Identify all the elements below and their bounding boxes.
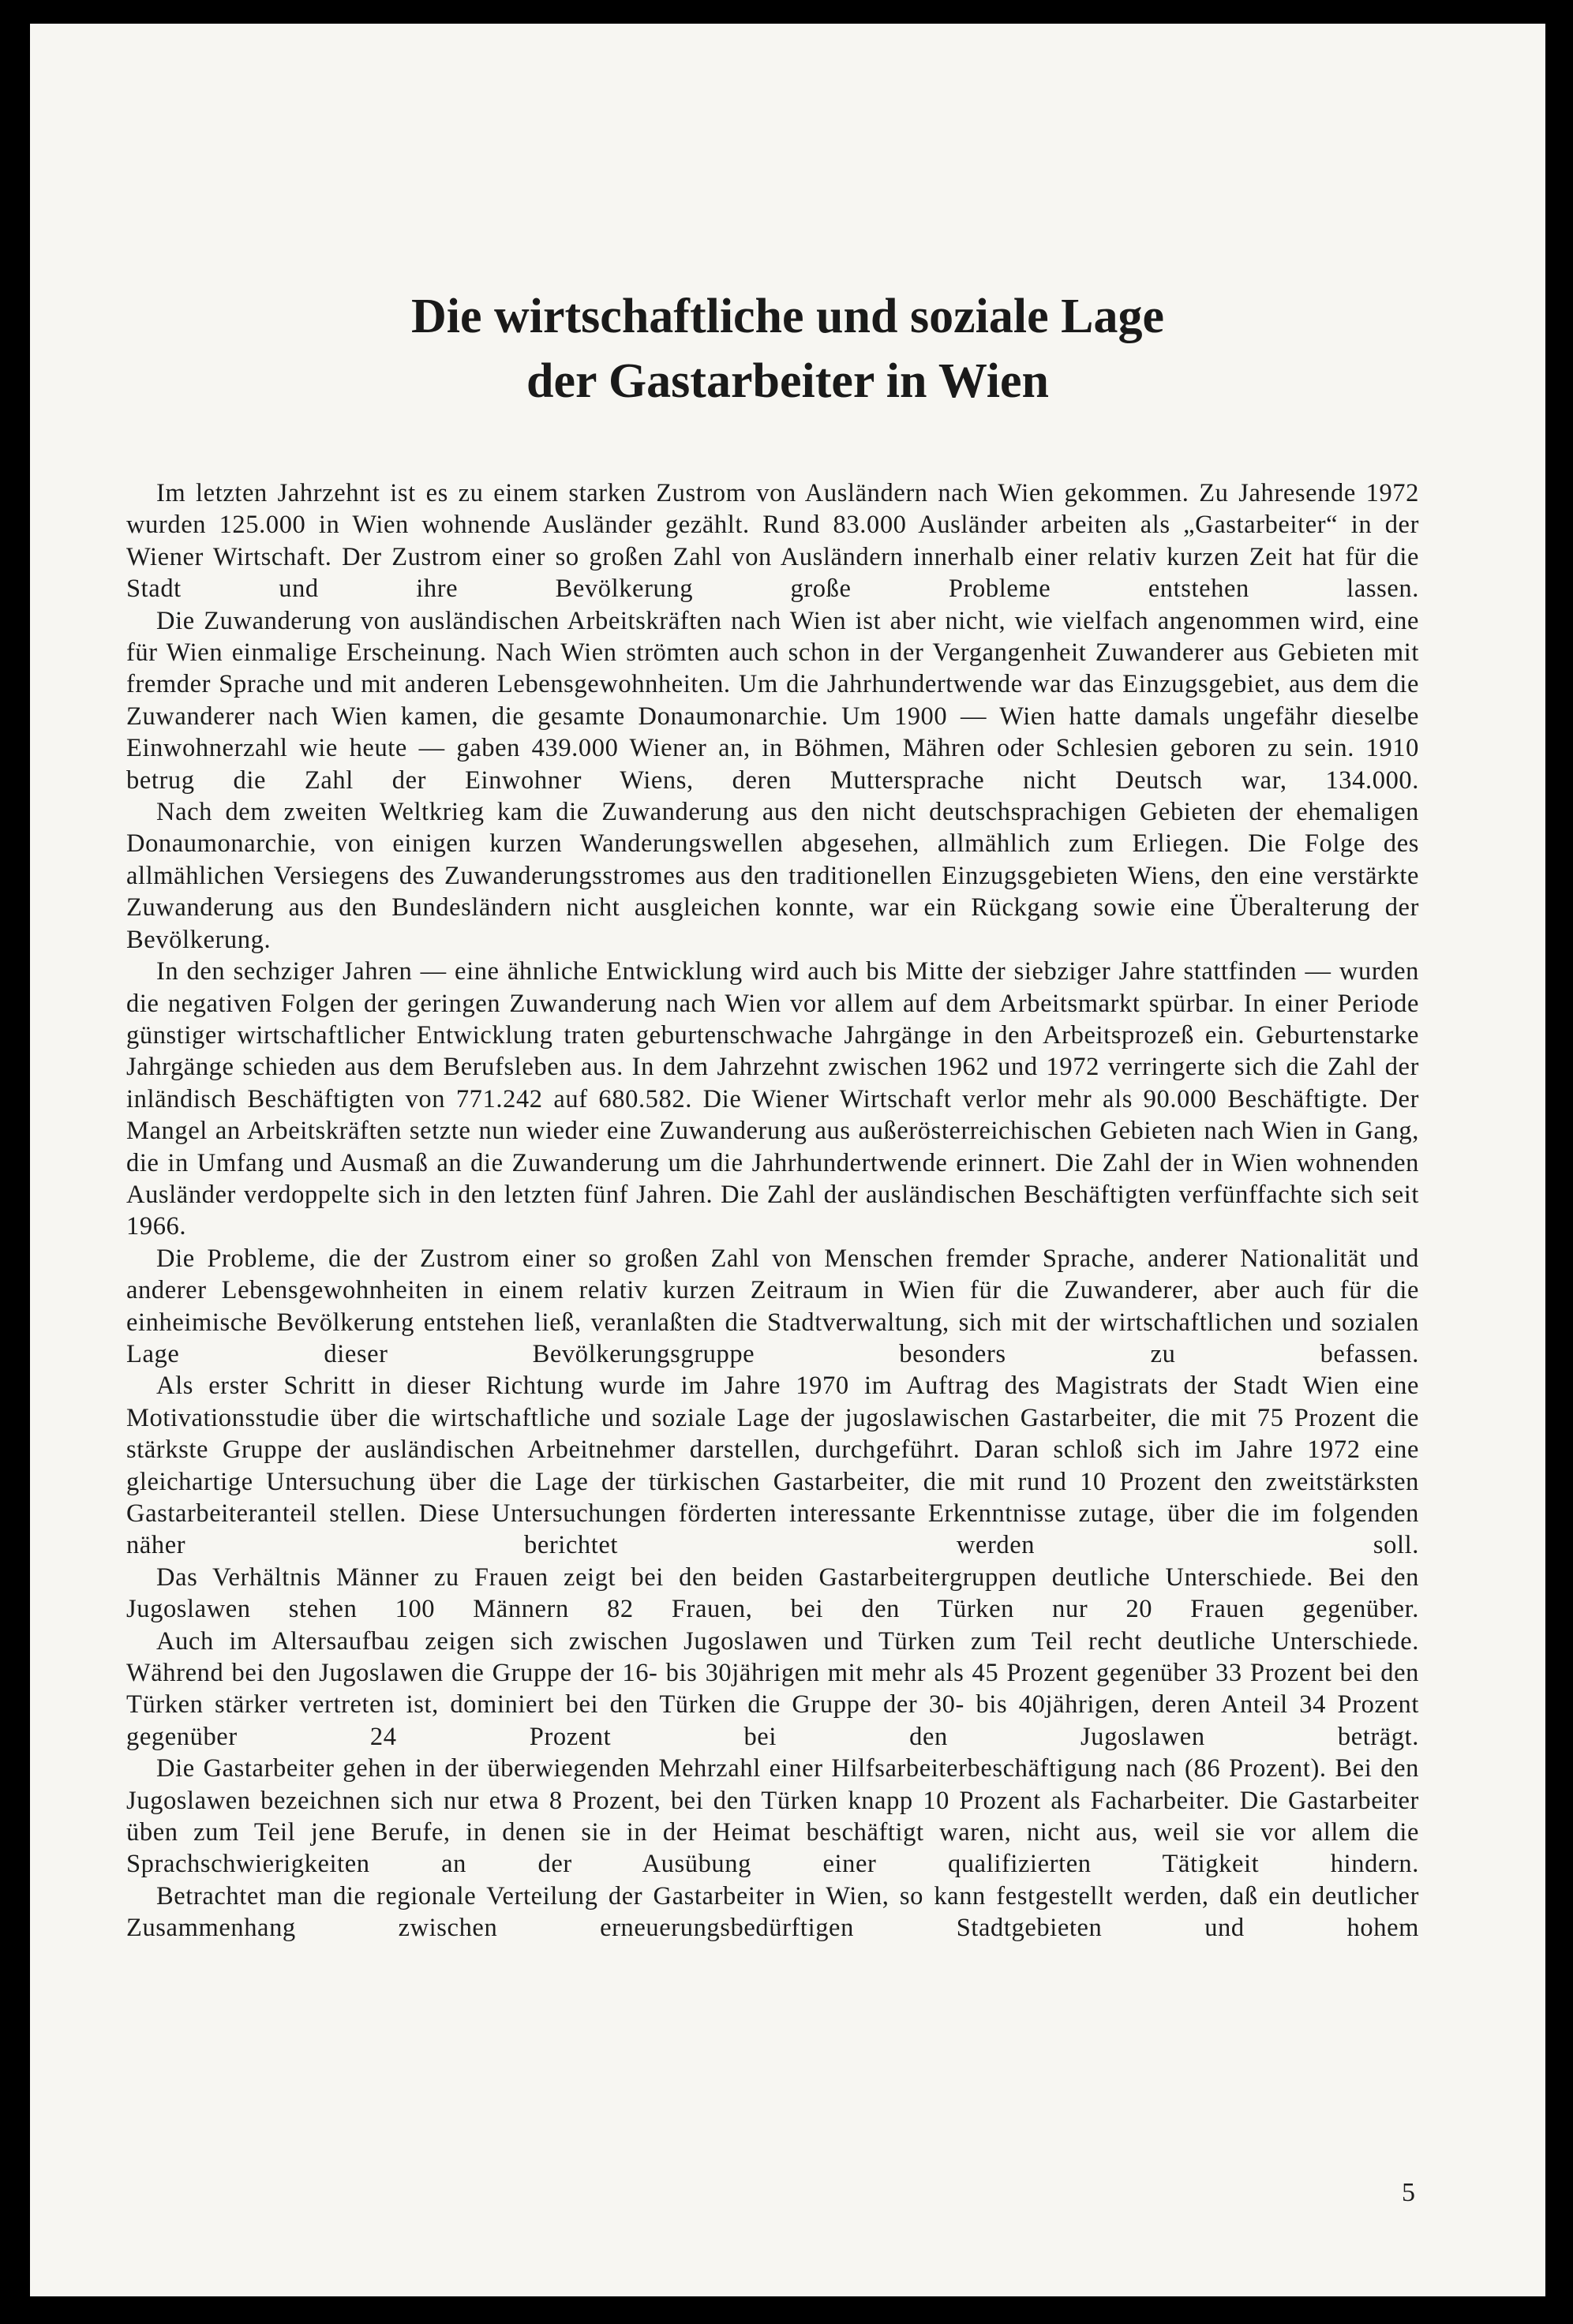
article-title <box>30 284 1545 414</box>
paragraph-6: Als erster Schritt in dieser Richtung wurde im Jahre 1970 im Auftrag des Magistrats der Stadt Wien eine Motivationsstudie über die wirtschaftliche und soziale Lage der jugoslawischen Gastarbeiter, die mit 75 Prozent die stärkste Gruppe der ausländischen Arbeitnehmer darstellen, durchgeführt. Daran schloß sich im Jahre 1972 eine gleichartige Untersuchung über die Lage der türkischen Gastarbeiter, die mit rund 10 Prozent den zweitstärksten Gastarbeiteranteil stellen. Diese Untersuchungen förderten interessante Erkenntnisse zutage, über die im folgenden näher berichtet werden soll. <box>126 1372 1419 1560</box>
document-page <box>30 24 1545 2296</box>
title-line-2: der Gastarbeiter in Wien <box>526 354 1049 408</box>
page-number: 5 <box>1402 2178 1415 2207</box>
paragraph-1: Im letzten Jahrzehnt ist es zu einem starken Zustrom von Ausländern nach Wien gekommen. Zu Jahresende 1972 wurden 125.000 in Wien wohnende Ausländer gezählt. Rund 83.000 Ausländer arbeiten als „Gastarbeiter“ in der Wiener Wirtschaft. Der Zustrom einer so großen Zahl von Ausländern innerhalb einer relativ kurzen Zeit hat für die Stadt und ihre Bevölkerung große Probleme entstehen lassen. <box>126 479 1419 604</box>
paragraph-5: Die Probleme, die der Zustrom einer so großen Zahl von Menschen fremder Sprache, anderer Nationalität und anderer Lebensgewohnheiten in einem relativ kurzen Zeitraum in Wien für die Zuwanderer, aber auch für die einheimische Bevölkerung entstehen ließ, veranlaßten die Stadtverwaltung, sich mit der wirtschaftlichen und sozialen Lage dieser Bevölkerungsgruppe besonders zu befassen. <box>126 1244 1419 1368</box>
paragraph-4: In den sechziger Jahren — eine ähnliche Entwicklung wird auch bis Mitte der siebziger Jahre stattfinden — wurden die negativen Folgen der geringen Zuwanderung nach Wien vor allem auf dem Arbeitsmarkt spürbar. In einer Periode günstiger wirtschaftlicher Entwicklung traten geburtenschwache Jahrgänge in den Arbeitsprozeß ein. Geburtenstarke Jahrgänge schieden aus dem Berufsleben aus. In dem Jahrzehnt zwischen 1962 und 1972 verringerte sich die Zahl der inländisch Beschäftigten von 771.242 auf 680.582. Die Wiener Wirtschaft verlor mehr als 90.000 Beschäftigte. Der Mangel an Arbeitskräften setzte nun wieder eine Zuwanderung aus außerösterreichischen Gebieten nach Wien in Gang, die in Umfang und Ausmaß an die Zuwanderung um die Jahrhundertwende erinnert. Die Zahl der in Wien wohnenden Ausländer verdoppelte sich in den letzten fünf Jahren. Die Zahl der ausländischen Beschäftigten verfünffachte sich seit 1966. <box>126 957 1419 1241</box>
paragraph-7: Das Verhältnis Männer zu Frauen zeigt bei den beiden Gastarbeitergruppen deutliche Unterschiede. Bei den Jugoslawen stehen 100 Männern 82 Frauen, bei den Türken nur 20 Frauen gegenüber. <box>126 1562 1419 1624</box>
paragraph-8: Auch im Altersaufbau zeigen sich zwischen Jugoslawen und Türken zum Teil recht deutliche Unterschiede. Während bei den Jugoslawen die Gruppe der 16- bis 30jährigen mit mehr als 45 Prozent gegenüber 33 Prozent bei den Türken stärker vertreten ist, dominiert bei den Türken die Gruppe der 30- bis 40jährigen, deren Anteil 34 Prozent gegenüber 24 Prozent bei den Jugoslawen beträgt. <box>126 1626 1419 1751</box>
paragraph-9: Die Gastarbeiter gehen in der überwiegenden Mehrzahl einer Hilfsarbeiterbeschäftigung nach (86 Prozent). Bei den Jugoslawen bezeichnen sich nur etwa 8 Prozent, bei den Türken knapp 10 Prozent als Facharbeiter. Die Gastarbeiter üben zum Teil jene Berufe, in denen sie in der Heimat beschäftigt waren, nicht aus, weil sie vor allem die Sprachschwierigkeiten an der Ausübung einer qualifizierten Tätigkeit hindern. <box>126 1754 1419 1879</box>
title-line-1: Die wirtschaftliche und soziale Lage <box>410 290 1164 343</box>
paragraph-2: Die Zuwanderung von ausländischen Arbeitskräften nach Wien ist aber nicht, wie vielfach angenommen wird, eine für Wien einmalige Erscheinung. Nach Wien strömten auch schon in der Vergangenheit Zuwanderer aus Gebieten mit fremder Sprache und mit anderen Lebensgewohnheiten. Um die Jahrhundertwende war das Einzugsgebiet, aus dem die Zuwanderer nach Wien kamen, die gesamte Donaumonarchie. Um 1900 — Wien hatte damals ungefähr dieselbe Einwohnerzahl wie heute — gaben 439.000 Wiener an, in Böhmen, Mähren oder Schlesien geboren zu sein. 1910 betrug die Zahl der Einwohner Wiens, deren Muttersprache nicht Deutsch war, 134.000. <box>126 606 1419 795</box>
article-body <box>126 477 1419 1944</box>
paragraph-3: Nach dem zweiten Weltkrieg kam die Zuwanderung aus den nicht deutschsprachigen Gebieten der ehemaligen Donaumonarchie, von einigen kurzen Wanderungswellen abgesehen, allmählich zum Erliegen. Die Folge des allmählichen Versiegens des Zuwanderungsstromes aus den traditionellen Einzugsgebieten Wiens, den eine verstärkte Zuwanderung aus den Bundesländern nicht ausgleichen konnte, war ein Rückgang sowie eine Überalterung der Bevölkerung. <box>126 798 1419 954</box>
paragraph-10: Betrachtet man die regionale Verteilung der Gastarbeiter in Wien, so kann festgestellt werden, daß ein deutlicher Zusammenhang zwischen erneuerungsbedürftigen Stadtgebieten und hohem <box>126 1881 1419 1943</box>
